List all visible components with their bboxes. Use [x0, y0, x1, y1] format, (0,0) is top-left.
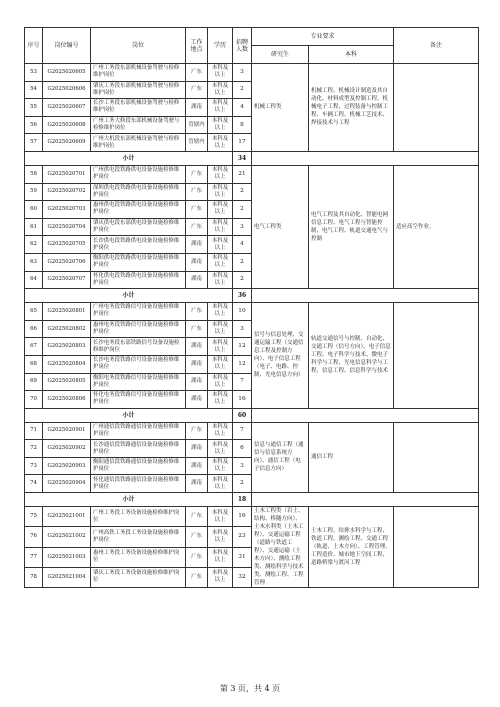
row-position: 肇庆工务段东部机械设备驾驶与检修维护岗位: [91, 81, 186, 99]
row-position: 肇庆供电段东部供电设备设施检修维护岗位: [91, 218, 186, 236]
row-location: 广东: [186, 218, 208, 236]
group-graduate-major: 机械工程类: [252, 64, 309, 152]
row-code: G2025020903: [43, 457, 91, 475]
group-graduate-major: 信号与信息处理、交通运输工程（交通信息工程及控制方向）、电子信息工程（电子、电路、控制、光电信息方向）: [252, 303, 309, 409]
row-location: 管辖内: [186, 116, 208, 134]
row-location: 湖南: [186, 457, 208, 475]
row-location: 湖南: [186, 338, 208, 356]
row-education: 本科及以上: [208, 303, 233, 321]
row-count: 16: [233, 507, 252, 527]
row-education: 本科及以上: [208, 271, 233, 289]
row-code: G2025020606: [43, 81, 91, 99]
row-position: 广州供电段铁路供电设备设施检修维护岗位: [91, 165, 186, 183]
row-count: 7: [233, 422, 252, 440]
row-index: 61: [25, 218, 43, 236]
row-code: G2025020902: [43, 440, 91, 458]
row-education: 本科及以上: [208, 547, 233, 567]
row-index: 60: [25, 201, 43, 219]
subtotal-value: 34: [233, 151, 252, 165]
row-index: 71: [25, 422, 43, 440]
row-count: 7: [233, 373, 252, 391]
row-code: G2025020901: [43, 422, 91, 440]
row-position: 广州高铁工务段工务设备设施检修维护岗位: [91, 527, 186, 547]
row-code: G2025020607: [43, 99, 91, 117]
row-index: 77: [25, 547, 43, 567]
row-location: 广东: [186, 527, 208, 547]
row-count: 2: [233, 81, 252, 99]
subtotal-value: 60: [233, 408, 252, 422]
row-count: 17: [233, 134, 252, 152]
group-note: [394, 507, 479, 588]
row-count: 8: [233, 116, 252, 134]
group-note: 适应高空作业。: [394, 165, 479, 288]
row-index: 57: [25, 134, 43, 152]
row-count: 4: [233, 99, 252, 117]
row-location: 湖南: [186, 373, 208, 391]
row-index: 64: [25, 271, 43, 289]
row-position: 广州工务段东部机械设备驾驶与检修维护岗位: [91, 64, 186, 82]
row-code: G2025021001: [43, 507, 91, 527]
row-index: 54: [25, 81, 43, 99]
row-position: 衡阳通信段铁路通信设备设施检修维护岗位: [91, 457, 186, 475]
group-note: [394, 422, 479, 492]
group-undergrad-major: 电气工程及其自动化、智能电网信息工程、电气工程与智能控制、电气工程、轨道交通电气与控制: [309, 165, 394, 288]
row-location: 广东: [186, 567, 208, 587]
header-position: 岗位: [91, 28, 186, 64]
row-code: G2025020609: [43, 134, 91, 152]
row-count: 10: [233, 303, 252, 321]
row-location: 管辖内: [186, 134, 208, 152]
row-education: 本科及以上: [208, 81, 233, 99]
subtotal-label: 小计: [25, 151, 233, 165]
row-location: 广东: [186, 507, 208, 527]
subtotal-value: 36: [233, 289, 252, 303]
subtotal-label: 小计: [25, 408, 233, 422]
header-count: 招聘人数: [233, 28, 252, 64]
row-code: G2025020706: [43, 253, 91, 271]
row-code: G2025020803: [43, 338, 91, 356]
row-education: 本科及以上: [208, 320, 233, 338]
row-index: 70: [25, 391, 43, 409]
subtotal-row: [25, 408, 479, 422]
row-position: 长沙电务段铁路信号设备设施检修维护岗位: [91, 355, 186, 373]
row-code: G2025021004: [43, 567, 91, 587]
row-location: 广东: [186, 547, 208, 567]
row-location: 湖南: [186, 236, 208, 254]
row-index: 63: [25, 253, 43, 271]
row-education: 本科及以上: [208, 201, 233, 219]
subtotal-row: [25, 289, 479, 303]
table-row: [25, 507, 479, 527]
recruitment-table: [24, 27, 479, 588]
subtotal-value: 18: [233, 493, 252, 507]
group-graduate-major: 电气工程类: [252, 165, 309, 288]
row-education: 本科及以上: [208, 253, 233, 271]
row-count: 3: [233, 457, 252, 475]
table-row: [25, 165, 479, 183]
row-count: 21: [233, 165, 252, 183]
row-position: 衡阳电务段铁路信号设备设施检修维护岗位: [91, 373, 186, 391]
page-footer: 第 3 页，共 4 页: [219, 684, 281, 693]
row-index: 53: [25, 64, 43, 82]
group-undergrad-major: 土木工程、给排水科学与工程、铁道工程、测绘工程、交通工程（轨道、土木方向）、工程管理、工程造价、城市地下空间工程、道路桥梁与渡河工程: [309, 507, 394, 588]
subtotal-label: 小计: [25, 493, 233, 507]
row-education: 本科及以上: [208, 134, 233, 152]
row-position: 深圳供电段铁路供电设备设施检修维护岗位: [91, 183, 186, 201]
row-index: 66: [25, 320, 43, 338]
row-index: 65: [25, 303, 43, 321]
row-education: 本科及以上: [208, 475, 233, 493]
row-position: 衡阳供电段铁路供电设备设施检修维护岗位: [91, 253, 186, 271]
row-location: 广东: [186, 81, 208, 99]
header-location: 工作地点: [186, 28, 208, 64]
row-index: 72: [25, 440, 43, 458]
row-education: 本科及以上: [208, 99, 233, 117]
row-location: 广东: [186, 64, 208, 82]
row-location: 湖南: [186, 99, 208, 117]
row-location: 广东: [186, 165, 208, 183]
row-count: 12: [233, 338, 252, 356]
row-code: G2025020704: [43, 218, 91, 236]
subtotal-label: 小计: [25, 289, 233, 303]
row-position: 怀化供电段铁路供电设备设施检修维护岗位: [91, 271, 186, 289]
row-education: 本科及以上: [208, 440, 233, 458]
row-position: 长沙通信段铁路通信设备设施检修维护岗位: [91, 440, 186, 458]
row-education: 本科及以上: [208, 64, 233, 82]
row-count: 2: [233, 201, 252, 219]
group-graduate-major: 土木工程类（岩土、结构、桥隧方向）、土木水利类（土木工程）、交通运输工程（道路与铁道工程）、交通运输（土木方向）、测绘工程类、测绘科学与技术类、测绘工程、工程管理: [252, 507, 309, 588]
row-code: G2025020608: [43, 116, 91, 134]
row-count: 3: [233, 64, 252, 82]
row-location: 湖南: [186, 253, 208, 271]
header-undergrad: 本科: [309, 46, 394, 64]
row-position: 广州电务段铁路信号设备设施检修维护岗位: [91, 303, 186, 321]
row-count: 3: [233, 218, 252, 236]
row-position: 广州大机段东部机械设备驾驶与检修维护岗位: [91, 134, 186, 152]
row-count: 2: [233, 475, 252, 493]
row-education: 本科及以上: [208, 422, 233, 440]
row-index: 68: [25, 355, 43, 373]
row-education: 本科及以上: [208, 338, 233, 356]
row-education: 本科及以上: [208, 236, 233, 254]
subtotal-row: [25, 493, 479, 507]
row-index: 73: [25, 457, 43, 475]
row-count: 3: [233, 320, 252, 338]
group-note: [394, 64, 479, 152]
row-location: 广东: [186, 320, 208, 338]
row-position: 惠州电务段铁路信号设备设施检修维护岗位: [91, 320, 186, 338]
row-education: 本科及以上: [208, 183, 233, 201]
subtotal-blank: [252, 408, 479, 422]
row-code: G2025020605: [43, 64, 91, 82]
row-location: 湖南: [186, 355, 208, 373]
row-code: G2025020703: [43, 201, 91, 219]
row-code: G2025021003: [43, 547, 91, 567]
row-position: 怀化通信段铁路通信设备设施检修维护岗位: [91, 475, 186, 493]
row-count: 4: [233, 236, 252, 254]
group-graduate-major: 信息与通信工程（通信与信息系统方向）、通信工程（电子信息方向）: [252, 422, 309, 492]
row-position: 长沙工务段东部机械设备驾驶与检修维护岗位: [91, 99, 186, 117]
row-index: 69: [25, 373, 43, 391]
row-count: 31: [233, 547, 252, 567]
row-education: 本科及以上: [208, 165, 233, 183]
row-count: 23: [233, 527, 252, 547]
row-code: G2025020701: [43, 165, 91, 183]
row-position: 广州工务大修段东部机械设备驾驶与检修维护岗位: [91, 116, 186, 134]
subtotal-blank: [252, 151, 479, 165]
row-index: 59: [25, 183, 43, 201]
row-location: 湖南: [186, 271, 208, 289]
group-undergrad-major: 通信工程: [309, 422, 394, 492]
row-education: 本科及以上: [208, 457, 233, 475]
row-position: 惠州供电段铁路供电设备设施检修维护岗位: [91, 201, 186, 219]
row-count: 16: [233, 391, 252, 409]
header-education: 学历: [208, 28, 233, 64]
row-index: 76: [25, 527, 43, 547]
row-education: 本科及以上: [208, 355, 233, 373]
subtotal-blank: [252, 493, 479, 507]
row-education: 本科及以上: [208, 507, 233, 527]
row-code: G2025020804: [43, 355, 91, 373]
row-position: 长沙电务段东部铁路信号设备设施检修维护岗位: [91, 338, 186, 356]
row-position: 长沙供电段铁路供电设备设施检修维护岗位: [91, 236, 186, 254]
row-code: G2025020801: [43, 303, 91, 321]
subtotal-row: [25, 151, 479, 165]
row-education: 本科及以上: [208, 567, 233, 587]
row-education: 本科及以上: [208, 391, 233, 409]
row-index: 67: [25, 338, 43, 356]
row-index: 74: [25, 475, 43, 493]
row-code: G2025021002: [43, 527, 91, 547]
group-undergrad-major: 机械工程、机械设计制造及其自动化、材料成型及控制工程、机械电子工程、过程装备与控制工程、车辆工程、机械工艺技术、焊接技术与工程: [309, 64, 394, 152]
row-location: 广东: [186, 422, 208, 440]
row-count: 32: [233, 567, 252, 587]
row-count: 2: [233, 253, 252, 271]
row-index: 78: [25, 567, 43, 587]
header-note: 备注: [394, 28, 479, 64]
row-count: 2: [233, 271, 252, 289]
row-education: 本科及以上: [208, 527, 233, 547]
row-code: G2025020702: [43, 183, 91, 201]
row-index: 75: [25, 507, 43, 527]
row-code: G2025020904: [43, 475, 91, 493]
header-graduate: 研究生: [252, 46, 309, 64]
table-row: [25, 303, 479, 321]
row-location: 广东: [186, 183, 208, 201]
row-index: 62: [25, 236, 43, 254]
row-education: 本科及以上: [208, 116, 233, 134]
recruitment-table-page: [24, 27, 478, 588]
row-code: G2025020806: [43, 391, 91, 409]
table-body: [25, 64, 479, 588]
row-location: 广东: [186, 303, 208, 321]
row-position: 肇庆工务段工务设备设施检修维护岗位: [91, 567, 186, 587]
row-position: 广州工务段工务设备设施检修维护岗位: [91, 507, 186, 527]
row-count: 2: [233, 183, 252, 201]
row-location: 湖南: [186, 475, 208, 493]
header-major: 专业要求: [252, 28, 394, 46]
row-position: 广州通信段铁路通信设备设施检修维护岗位: [91, 422, 186, 440]
table-row: [25, 64, 479, 82]
group-undergrad-major: 轨道交通信号与控制、自动化、交通工程（信号方向）、电子信息工程、电子科学与技术、微电子科学与工程、光电信息科学与工程、信息工程、信息科学与技术: [309, 303, 394, 409]
row-code: G2025020802: [43, 320, 91, 338]
row-position: 惠州工务段工务设备设施检修维护岗位: [91, 547, 186, 567]
row-position: 怀化电务段铁路信号设备设施检修维护岗位: [91, 391, 186, 409]
row-code: G2025020805: [43, 373, 91, 391]
row-location: 湖南: [186, 391, 208, 409]
row-location: 广东: [186, 201, 208, 219]
row-index: 58: [25, 165, 43, 183]
table-row: [25, 422, 479, 440]
row-count: 6: [233, 440, 252, 458]
header-index: 序号: [25, 28, 43, 64]
row-count: 12: [233, 355, 252, 373]
header-code: 岗位编号: [43, 28, 91, 64]
row-index: 55: [25, 99, 43, 117]
row-index: 56: [25, 116, 43, 134]
row-location: 湖南: [186, 440, 208, 458]
row-code: G2025020705: [43, 236, 91, 254]
row-education: 本科及以上: [208, 218, 233, 236]
subtotal-blank: [252, 289, 479, 303]
row-education: 本科及以上: [208, 373, 233, 391]
group-note: [394, 303, 479, 409]
row-code: G2025020707: [43, 271, 91, 289]
